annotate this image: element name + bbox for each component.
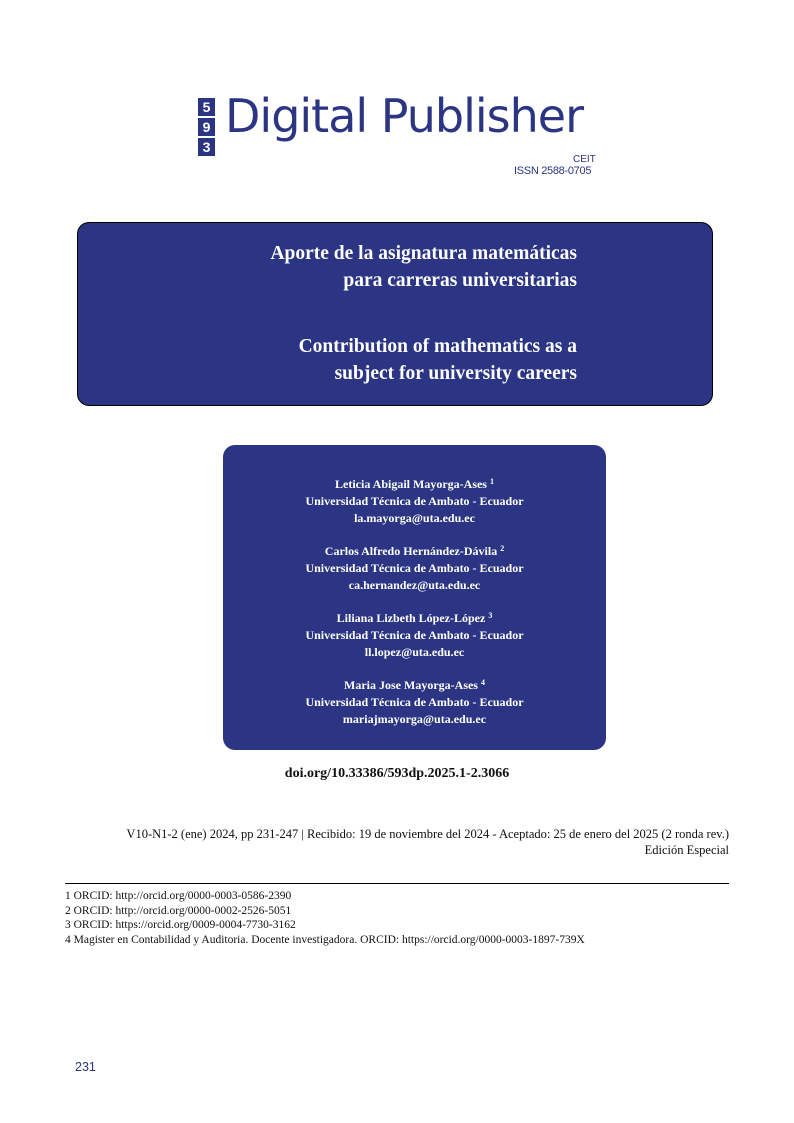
title-en-line2: subject for university careers <box>334 363 577 384</box>
author-affiliation: Universidad Técnica de Ambato - Ecuador <box>305 695 524 709</box>
doi-link[interactable]: doi.org/10.33386/593dp.2025.1-2.3066 <box>284 766 510 781</box>
footnote: 4 Magister en Contabilidad y Auditoria. Docente investigadora. ORCID: https://orcid.org/0000-0003-1897-739X <box>65 933 585 946</box>
author-email[interactable]: la.mayorga@uta.edu.ec <box>354 511 475 525</box>
footnote: 3 ORCID: https://orcid.org/0009-0004-7730-3162 <box>65 919 296 931</box>
author-email[interactable]: ll.lopez@uta.edu.ec <box>364 645 465 659</box>
edition-label: Edición Especial <box>644 843 729 857</box>
authors-box <box>223 445 606 750</box>
author-name: Liliana Lizbeth López-López $^3$ <box>336 611 493 625</box>
logo-subtitle: CEIT <box>573 154 596 165</box>
logo-digit: 9 <box>198 118 215 136</box>
footnotes <box>65 889 585 947</box>
logo-digits <box>198 98 217 158</box>
author-block <box>223 473 606 527</box>
author-email[interactable]: mariajmayorga@uta.edu.ec <box>342 712 487 726</box>
author-affiliation: Universidad Técnica de Ambato - Ecuador <box>305 561 524 575</box>
title-es-line1: Aporte de la asignatura matemáticas <box>270 243 577 264</box>
issn-label: ISSN 2588-0705 <box>514 165 592 177</box>
author-block <box>223 607 606 661</box>
title-en-line1: Contribution of mathematics as a <box>298 336 577 357</box>
author-block <box>223 540 606 594</box>
footnote: 1 ORCID: http://orcid.org/0000-0003-0586-2390 <box>65 890 292 902</box>
footnote-divider <box>65 883 729 884</box>
author-block <box>223 674 606 728</box>
logo-brand-name: Digital Publisher <box>225 89 583 143</box>
author-name: Leticia Abigail Mayorga-Ases $^1$ <box>335 477 494 491</box>
author-affiliation: Universidad Técnica de Ambato - Ecuador <box>305 628 524 642</box>
publication-meta <box>126 826 729 858</box>
journal-logo <box>198 89 618 185</box>
author-name: Maria Jose Mayorga-Ases $^4$ <box>344 678 485 692</box>
author-name: Carlos Alfredo Hernández-Dávila $^2$ <box>324 544 505 558</box>
publication-details: V10-N1-2 (ene) 2024, pp 231-247 | Recibido: 19 de noviembre del 2024 - Aceptado: 25 de enero del 2025 (2 ronda rev.) <box>126 827 729 841</box>
logo-digit: 5 <box>198 98 215 116</box>
title-es-line2: para carreras universitarias <box>343 270 577 291</box>
page-number: 231 <box>75 1060 96 1074</box>
title-box <box>77 222 713 406</box>
logo-digit: 3 <box>198 138 215 156</box>
footnote: 2 ORCID: http://orcid.org/0000-0002-2526-5051 <box>65 904 292 917</box>
author-email[interactable]: ca.hernandez@uta.edu.ec <box>348 578 481 592</box>
author-affiliation: Universidad Técnica de Ambato - Ecuador <box>305 494 524 508</box>
